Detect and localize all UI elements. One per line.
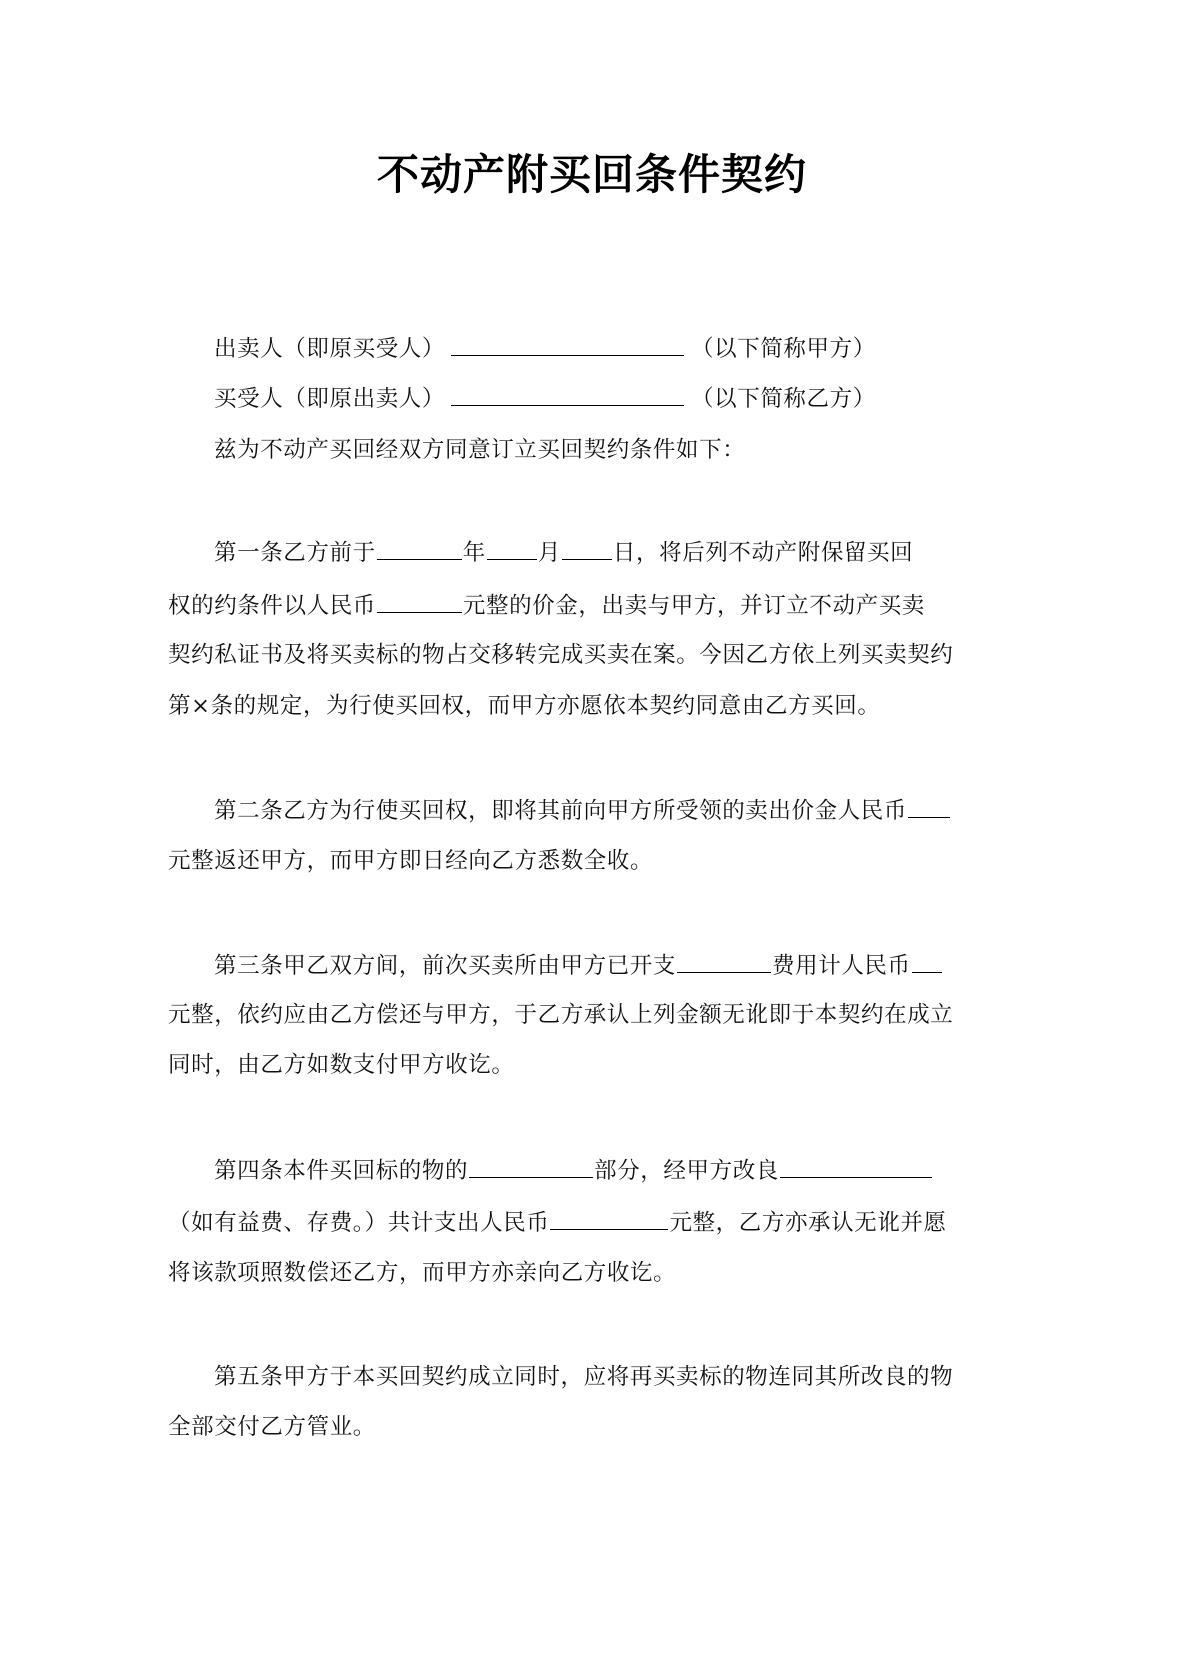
month-blank[interactable] <box>487 537 537 560</box>
article1-text: 第一条乙方前于 <box>214 540 376 566</box>
article3-text: 第三条甲乙双方间，前次买卖所由甲方已开支 <box>214 953 677 979</box>
article4-text: 部分，经甲方改良 <box>594 1158 779 1184</box>
buyer-line <box>214 383 876 414</box>
preamble: 兹为不动产买回经双方同意订立买回契约条件如下： <box>214 437 746 463</box>
article4-line1 <box>214 1155 933 1186</box>
seller-name-blank[interactable] <box>451 333 684 356</box>
article2-text: 第二条乙方为行使买回权，即将其前向甲方所受领的卖出价金人民币 <box>214 798 908 824</box>
article3-line3: 同时，由乙方如数支付甲方收讫。 <box>168 1052 515 1078</box>
article4-text: 第四条本件买回标的物的 <box>214 1158 469 1184</box>
article1-text: 权的约条件以人民币 <box>168 593 376 619</box>
article3-line1 <box>214 950 943 981</box>
expense-item-blank[interactable] <box>677 950 771 973</box>
article4-line3: 将该款项照数偿还乙方，而甲方亦亲向乙方收讫。 <box>168 1260 677 1286</box>
buyer-name-blank[interactable] <box>451 383 684 406</box>
expense-amount-blank[interactable] <box>912 950 942 973</box>
article4-text: 元整，乙方亦承认无讹并愿 <box>669 1210 947 1236</box>
article4-line2 <box>168 1207 947 1238</box>
day-blank[interactable] <box>562 537 612 560</box>
document-title: 不动产附买回条件契约 <box>376 150 807 199</box>
article2-line1 <box>214 795 951 826</box>
price-blank[interactable] <box>377 590 462 613</box>
seller-suffix: （以下简称甲方） <box>691 336 876 362</box>
month-label: 月 <box>537 540 561 566</box>
seller-label: 出卖人（即原买受人） <box>214 336 446 362</box>
buyer-label: 买受人（即原出卖人） <box>214 386 446 412</box>
article1-text: 元整的价金，出卖与甲方，并订立不动产买卖 <box>462 593 925 619</box>
article5-line1: 第五条甲方于本买回契约成立同时，应将再买卖标的物连同其所改良的物 <box>214 1364 954 1390</box>
article1-line1 <box>214 537 913 568</box>
seller-line <box>214 333 876 364</box>
improved-part-blank[interactable] <box>469 1155 593 1178</box>
article1-line4: 第×条的规定，为行使买回权，而甲方亦愿依本契约同意由乙方买回。 <box>168 693 881 719</box>
article1-line2 <box>168 590 925 621</box>
year-blank[interactable] <box>377 537 462 560</box>
article1-text: 日，将后列不动产附保留买回 <box>612 540 914 566</box>
article4-text: （如有益费、存费。）共计支出人民币 <box>168 1210 550 1236</box>
article1-line3: 契约私证书及将买卖标的物占交移转完成买卖在案。今因乙方依上列买卖契约 <box>168 642 954 668</box>
article3-text: 费用计人民币 <box>772 953 911 979</box>
article5-line2: 全部交付乙方管业。 <box>168 1414 376 1440</box>
article3-line2: 元整，依约应由乙方偿还与甲方，于乙方承认上列金额无讹即于本契约在成立 <box>168 1002 954 1028</box>
year-label: 年 <box>462 540 486 566</box>
article2-line2: 元整返还甲方，而甲方即日经向乙方悉数全收。 <box>168 848 654 874</box>
improvement-blank[interactable] <box>780 1155 932 1178</box>
buyer-suffix: （以下简称乙方） <box>691 386 876 412</box>
improvement-amount-blank[interactable] <box>550 1207 668 1230</box>
refund-amount-blank[interactable] <box>908 795 950 818</box>
